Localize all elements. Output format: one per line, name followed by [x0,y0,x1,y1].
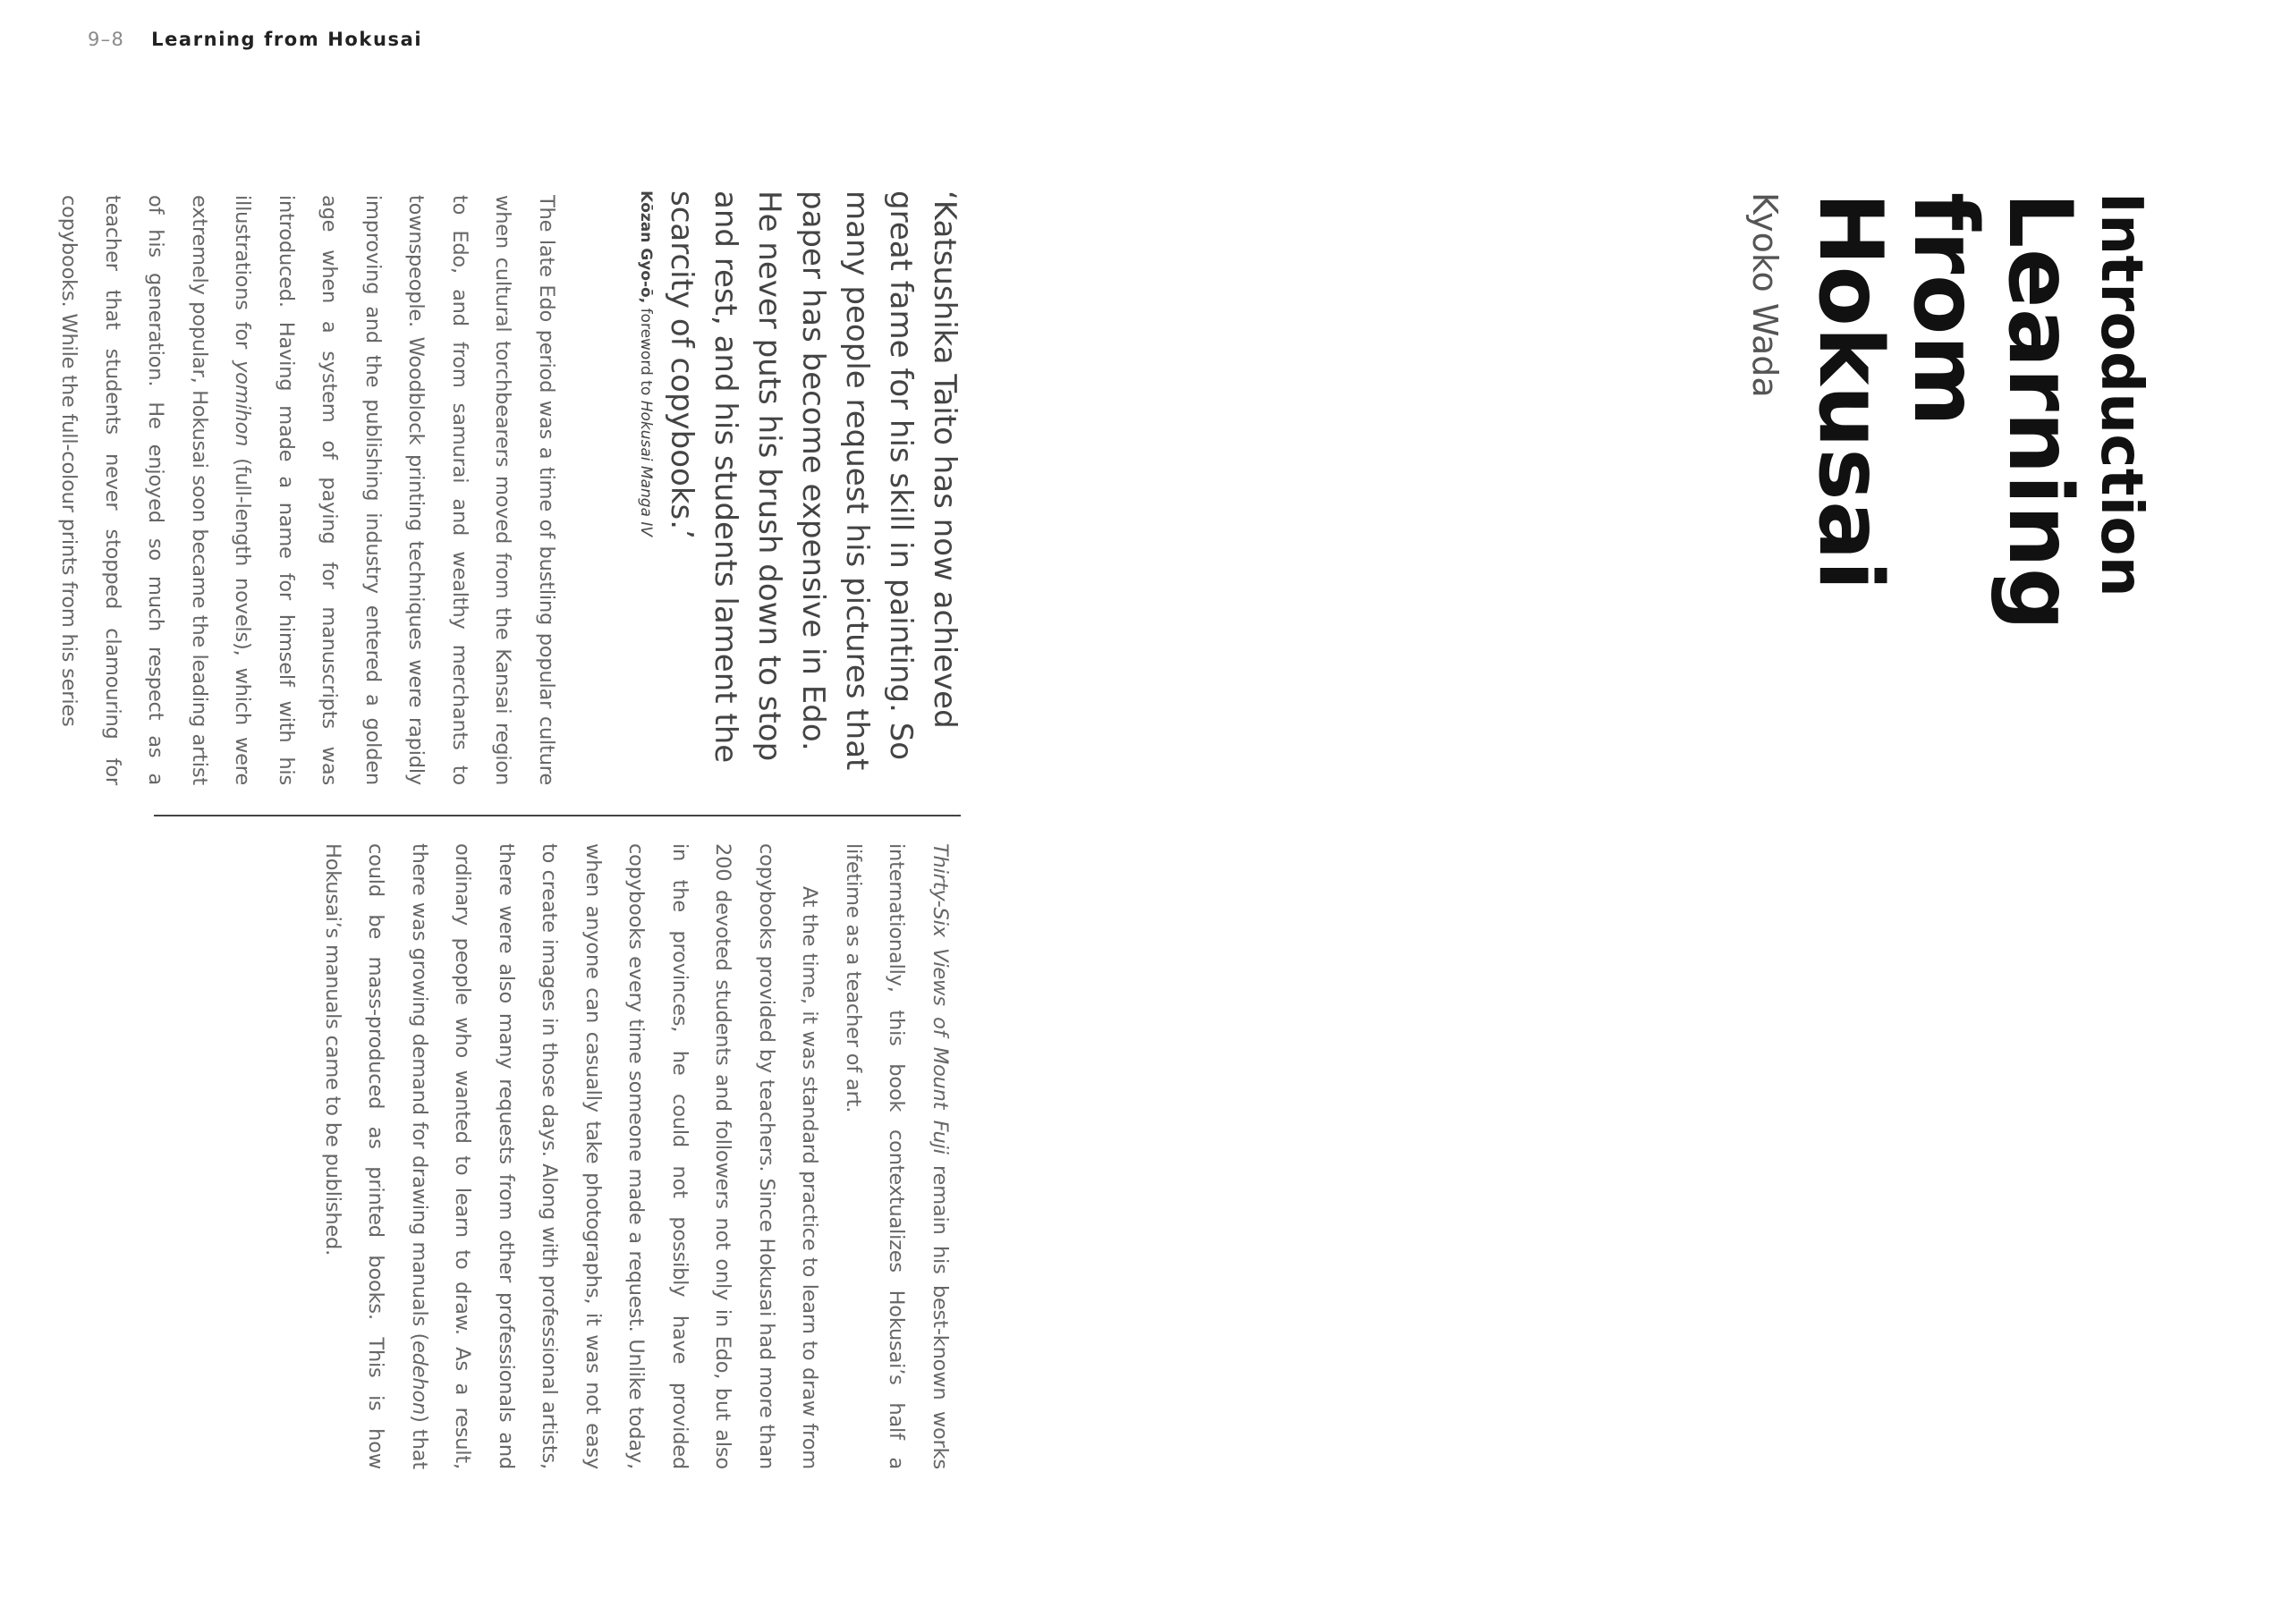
p2-text-a: At the time, it was standard practice to learn to draw from copybooks provided by teachers. Since Hokusai had more than 200 devoted students and followers not only in Edo, but also in the provinces, he could not possibly have provided copybooks every time someone made a request. Unlike today, when anyone can casually take photographs, it was not easy to create images in those days. Along with professional artists, there were also many requests from other professionals and ordinary people who wanted to learn to draw. As a result, there was growing demand for drawing manuals ( [408,843,822,1469]
epigraph-quote: ‘Katsushika Taito has now achieved great fame for his skill in painting. So many people request his pictures that paper has become expensive in Edo. He never puts his brush down to stop and rest, and his students lament the scarcity of copybooks.’ [664,190,963,771]
title-block [1745,192,2160,836]
body-paragraph-2 [311,843,832,1469]
body-column-1 [57,195,568,785]
body-paragraph-1 [47,195,568,785]
author-name: Kyoko Wada [1745,192,1785,398]
p1-text-b: (full-length novels), which were extremely popular, Hokusai soon became the leading artist of his generation. He enjoyed so much respect as a teacher that students never stopped clamouring for copybooks. While the full-colour prints from his series [57,195,255,785]
p1-text-a: The late Edo period was a time of bustling popular culture when cultural torchbearers moved from the Kansai region to Edo, and from samurai and wealthy merchants to townspeople. Woodblock printing techniques were rapidly improving and the publishing industry entered a golden age when a system of paying for manuscripts was introduced. Having made a name for himself with his illustrations for [231,195,558,785]
p1-text-c: remain his best-known works internationally, this book contextualizes Hokusai’s half a lifetime as a teacher of art. [842,843,952,1469]
running-title: Learning from Hokusai [151,29,423,50]
chapter-title-line2: from Hokusai [1799,192,1996,591]
body-column-2 [152,843,962,1469]
attribution-prefix: foreword to [637,308,655,396]
attribution-name: Kōzan Gyo-ō, [637,190,655,304]
p2-text-b: ) that could be mass-produced as printed books. This is how Hokusai’s manuals came to be published. [321,843,431,1469]
page-number: 9–8 [88,29,125,50]
body-paragraph-1-continued [832,843,963,1469]
epigraph [637,190,966,781]
section-kicker: Introduction [2088,192,2154,597]
running-head [88,29,422,50]
column-divider-rule [154,815,961,816]
attribution-source: Hokusai Manga IV [637,400,655,537]
chapter-title-line1: Learning [1989,192,2091,631]
p1-italic-series-title: Thirty-Six Views of Mount Fuji [929,843,952,1155]
p1-italic-term: yomihon [231,360,255,447]
epigraph-attribution [634,190,657,781]
p2-italic-term: edehon [408,1341,431,1416]
